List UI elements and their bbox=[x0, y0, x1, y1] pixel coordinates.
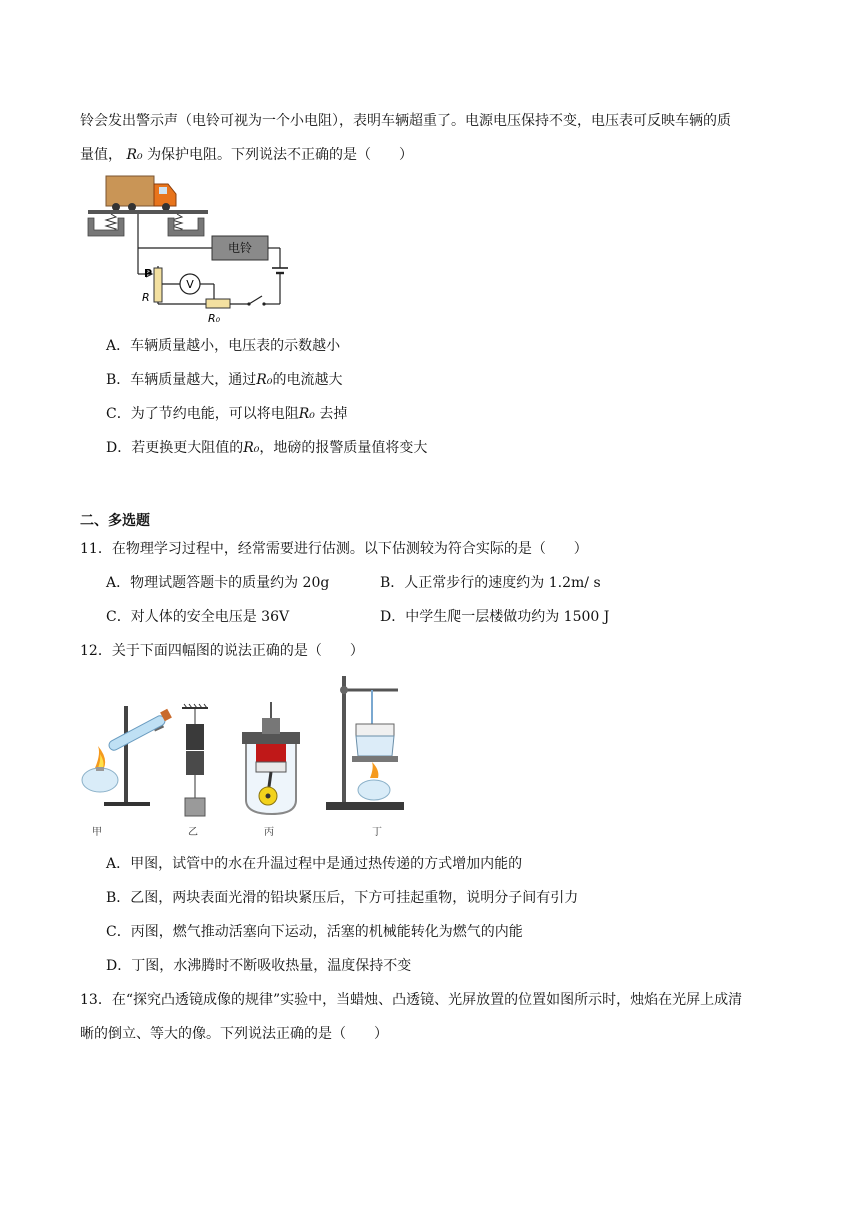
weight-icon bbox=[185, 798, 205, 816]
test-tube-icon bbox=[107, 714, 166, 752]
q10-option-d-pre: D．若更换更大阻值的 bbox=[106, 440, 244, 456]
q12-four-figures bbox=[76, 672, 416, 840]
q10-stem-text-a: 量值， bbox=[80, 147, 122, 163]
q11-option-a: A．物理试题答题卡的质量约为 20g bbox=[106, 575, 330, 591]
q10-option-c-post: 去掉 bbox=[319, 406, 348, 422]
q10-stem-text-b: 为保护电阻。下列说法不正确的是（ ） bbox=[147, 147, 414, 163]
truck-icon bbox=[106, 176, 176, 211]
q10-option-d-r0: R₀ bbox=[243, 440, 260, 456]
q10-option-b-post: 的电流越大 bbox=[272, 372, 343, 388]
spring-left-icon bbox=[106, 214, 116, 232]
p-label: P bbox=[144, 267, 153, 280]
r0-label: R₀ bbox=[208, 312, 221, 325]
q11-option-b: B．人正常步行的速度约为 1.2m/ s bbox=[380, 575, 601, 591]
q11-option-c: C．对人体的安全电压是 36V bbox=[106, 609, 290, 625]
base-right bbox=[168, 218, 204, 236]
q10-option-c bbox=[106, 404, 347, 424]
figure-yi bbox=[182, 704, 208, 838]
q10-option-a: A．车辆质量越小，电压表的示数越小 bbox=[106, 338, 341, 354]
q12-option-a: A．甲图，试管中的水在升温过程中是通过热传递的方式增加内能的 bbox=[106, 856, 523, 872]
q10-option-c-pre: C．为了节约电能，可以将电阻 bbox=[106, 406, 299, 422]
gas-chamber bbox=[256, 744, 286, 762]
q10-stem-line1: 铃会发出警示声（电铃可视为一个小电阻），表明车辆超重了。电源电压保持不变，电压表可反映车辆的质 bbox=[80, 113, 731, 129]
lead-block-lower bbox=[186, 751, 204, 775]
alcohol-lamp-icon bbox=[82, 768, 118, 792]
q10-option-b-r0: R₀ bbox=[256, 372, 273, 388]
scale-platform bbox=[88, 210, 208, 214]
q13-stem-line1: 13．在“探究凸透镜成像的规律”实验中，当蜡烛、凸透镜、光屏放置的位置如图所示时，烛焰在光屏上成清 bbox=[80, 992, 743, 1008]
q12-option-c: C．丙图，燃气推动活塞向下运动，活塞的机械能转化为燃气的内能 bbox=[106, 924, 523, 940]
q10-option-d-post: ，地磅的报警质量值将变大 bbox=[259, 440, 428, 456]
resistor-r0 bbox=[206, 299, 230, 308]
caption-yi: 乙 bbox=[188, 827, 198, 838]
q10-option-b-pre: B．车辆质量越大，通过 bbox=[106, 372, 257, 388]
q10-circuit-figure bbox=[84, 170, 300, 328]
switch-icon bbox=[249, 296, 262, 304]
beaker-icon bbox=[356, 736, 394, 756]
caption-ding: 丁 bbox=[372, 827, 382, 838]
q10-r0-symbol: R₀ bbox=[126, 147, 143, 163]
q10-option-c-r0: R₀ bbox=[298, 406, 315, 422]
figure-jia bbox=[82, 706, 172, 838]
q10-stem-line2 bbox=[80, 145, 413, 165]
figure-ding bbox=[326, 676, 404, 838]
flame-icon-ding bbox=[370, 762, 378, 778]
q13-stem-line2: 晰的倒立、等大的像。下列说法正确的是（ ） bbox=[80, 1026, 388, 1042]
q12-option-d: D．丁图，水沸腾时不断吸收热量，温度保持不变 bbox=[106, 958, 412, 974]
caption-jia: 甲 bbox=[92, 827, 102, 838]
q12-option-b: B．乙图，两块表面光滑的铅块紧压后，下方可挂起重物，说明分子间有引力 bbox=[106, 890, 579, 906]
lead-block-upper bbox=[186, 724, 204, 750]
v-label: V bbox=[186, 278, 194, 291]
q11-stem: 11．在物理学习过程中，经常需要进行估测。以下估测较为符合实际的是（ ） bbox=[80, 541, 588, 557]
figure-bing bbox=[242, 702, 300, 838]
q10-option-d bbox=[106, 438, 427, 458]
q11-option-d: D．中学生爬一层楼做功约为 1500 J bbox=[380, 609, 610, 625]
bell-label: 电铃 bbox=[227, 241, 253, 255]
r-label: R bbox=[142, 291, 150, 304]
piston-icon bbox=[256, 762, 286, 772]
section-title: 二、多选题 bbox=[80, 513, 150, 529]
base-left bbox=[88, 218, 124, 236]
q12-stem: 12．关于下面四幅图的说法正确的是（ ） bbox=[80, 643, 364, 659]
rheostat-r bbox=[154, 268, 162, 302]
caption-bing: 丙 bbox=[264, 827, 274, 838]
q10-option-b bbox=[106, 370, 342, 390]
